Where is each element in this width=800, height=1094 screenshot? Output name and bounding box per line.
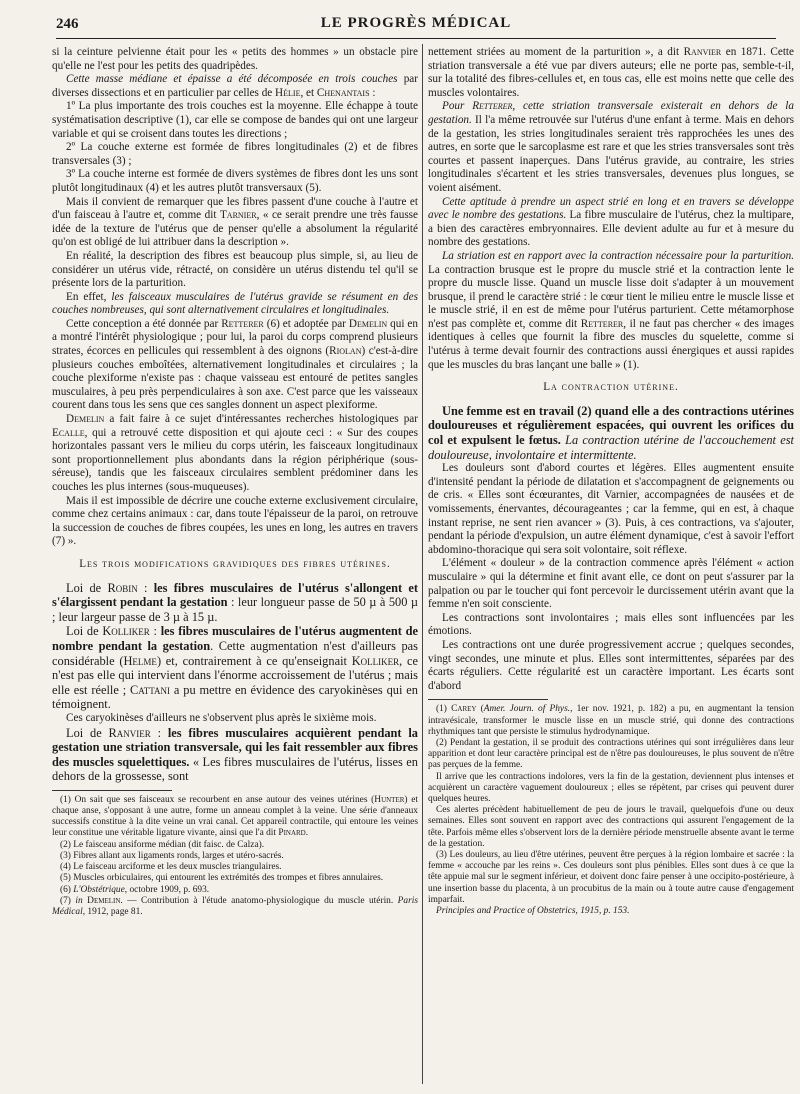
paragraph: 1º La plus importante des trois couches est la moyenne. Elle échappe à toute systématisation descriptive (1), car elle se compose de bandes qui ont une largeur variable et qui se croisent dans toutes les directions ; xyxy=(52,100,418,140)
paragraph: Les douleurs sont d'abord courtes et légères. Elles augmentent ensuite d'intensité pendant la période de dilatation et s'accompagnent de geignements ou de cris. « Elles sont écœurantes, dit Varnier, accompagnées de nausées et de vomissements, énervantes, décourageantes ; car la femme, qui en est, à chaque instant reprise, ne sent rien avancer » (3). Puis, à ces contractions, va s'ajouter, pendant la période d'expulsion, un autre élément dynamique, c'est à savoir l'effort abdomino-thoracique qui sera soit volontaire, soit réflexe. xyxy=(428,462,794,556)
footnotes-left xyxy=(52,795,418,918)
page-header xyxy=(56,12,776,39)
left-column xyxy=(52,46,418,1086)
footnote: (3) Les douleurs, au lieu d'être utérines, peuvent être perçues à la région lombaire et sacrée : la femme « accouche par les reins ». Ces douleurs sont plus pénibles. Elles sont dues à ce que la tête appuie mal sur le segment inférieur, et doivent donc faire penser à une occipito-postérieure, à une insertion basse du placenta, à un procubitus de la main ou à toute autre cause d'engagement imparfait. xyxy=(428,849,794,905)
paragraph: Cette conception a été donnée par Retterer (6) et adoptée par Demelin qui en a montré l'intérêt physiologique ; pour lui, la paroi du corps comprend plusieurs strates, écorces en pellicules qui ressemblent à des oignons (Riolan) c'est-à-dire plusieurs couches emboîtées, alternativement longitudinales et circulaires ; la couche plexiforme n'existe pas : chaque vaisseau est entouré de petites sangles musculaires, à peu près perpendiculaires à son axe. C'est parce que les vaisseaux courent dans tous les sens que ces sangles donnent un aspect plexiforme. xyxy=(52,317,418,412)
footnote-reference: Principles and Practice of Obstetrics, 1915, p. 153. xyxy=(436,905,630,916)
right-column xyxy=(428,46,794,1086)
paragraph: Cette aptitude à prendre un aspect strié en long et en travers se développe avec le nombre des gestations. La fibre musculaire de l'utérus, chez la multipare, a bien des caractères embryonnaires. Elle devient adulte au fur et à mesure du nombre des gestations. xyxy=(428,195,794,249)
section-heading: La contraction utérine. xyxy=(543,381,679,394)
footnote: (2) Pendant la gestation, il se produit des contractions utérines qui sont irrégulières dans leur apparition et dont leur caractère principal est de n'être pas douloureuses, le plus souvent de n'être pas perçues de la femme. xyxy=(428,737,794,771)
paragraph: Demelin a fait faire à ce sujet d'intéressantes recherches histologiques par Ecalle, qui a retrouvé cette disposition et qui ajoute ceci : « Sur des coupes horizontales passant vers le milieu du corps utérin, les faisceaux longitudinaux sont proportionnellement plus abondants dans la région périphérique (sous-séreuse), tandis que les faisceaux circulaires semblent prédominer dans les couches les plus internes (sous-muqueuses). xyxy=(52,413,418,493)
footnote: (3) Fibres allant aux ligaments ronds, larges et utéro-sacrés. xyxy=(60,850,284,861)
paragraph: Pour Retterer, cette striation transversale existerait en dehors de la gestation. Il l'a même retrouvée sur l'utérus d'une enfant à terme. Mais en dehors de la gestation, les stries longitudinales seraient très rapprochées les unes des autres, en sorte que le sarcoplasme est rare et que les stries transversales sont très courtes et passent inaperçues. Dans l'utérus gravide, au contraire, les stries longitudinales s'écartent et les stries transversales, devenues plus longues, se voient aisément. xyxy=(428,100,794,194)
paragraph: Une femme est en travail (2) quand elle a des contractions utérines douloureuses et régulièrement espacées, qui ouvrent les orifices du col et expulsent le fœtus. La contraction utérine de l'accouchement est douloureuse, involontaire et intermittente. xyxy=(428,403,794,462)
journal-title: LE PROGRÈS MÉDICAL xyxy=(320,15,512,31)
paragraph: Cette masse médiane et épaisse a été décomposée en trois couches par diverses dissections et en particulier par celles de Hélie, et Chenantais : xyxy=(52,73,418,99)
paragraph: Mais il est impossible de décrire une couche externe exclusivement circulaire, comme chez certains animaux : car, dans toute l'épaisseur de la paroi, on retrouve la succession de couches de fibres coupées, les unes en long, les autres en travers (7) ». xyxy=(52,494,418,548)
paragraph: Les contractions sont involontaires ; mais elles sont influencées par les émotions. xyxy=(428,611,794,638)
paragraph: 2º La couche externe est formée de fibres longitudinales (2) et de fibres transversales (3) ; xyxy=(52,141,418,167)
paragraph: si la ceinture pelvienne était pour les « petits des hommes » un obstacle pire qu'elle ne l'est pour les petits des quadripèdes. xyxy=(52,46,418,72)
paragraph: 3º La couche interne est formée de divers systèmes de fibres dont les uns sont plutôt longitudinaux (4) et les autres plutôt transversaux (5). xyxy=(52,168,418,194)
footnote: Il arrive que les contractions indolores, vers la fin de la gestation, deviennent plus intenses et acquièrent un caractère vaguement douloureux ; elles se répètent, par crises qui peuvent durer quelques heures. xyxy=(428,771,794,804)
footnote-rule xyxy=(52,790,172,791)
paragraph: La striation est en rapport avec la contraction nécessaire pour la parturition. La contraction brusque est le propre du muscle strié et la contraction lente le propre du muscle lisse. Quand un muscle lisse doit s'adapter à un mouvement brusque, il prend le caractère strié : le cœur tient le milieu entre le muscle lisse et le muscle strié, il en est de même pour l'utérus parturient. Cette métamorphose n'est pas complète et, comme dit Retterer, il ne faut pas chercher « des images identiques à celles que fournit la fibre des muscles du squelette, comme si l'utérus à terme devait fournir des contractions aussi énergiques et aussi rapides que les muscles du bras lançant une balle » (1). xyxy=(428,249,794,371)
law-paragraph: Loi de Robin : les fibres musculaires de l'utérus s'allongent et s'élargissent pendant la gestation : leur longueur passe de 50 µ à 500 µ ; leur largeur passe de 3 µ à 15 µ. xyxy=(52,580,418,624)
law-paragraph: Loi de Ranvier : les fibres musculaires acquièrent pendant la gestation une striation transversale, qui les fait ressembler aux fibres des muscles squelettiques. « Les fibres musculaires de l'utérus, lisses en dehors de la grossesse, sont xyxy=(52,725,418,784)
footnote: (4) Le faisceau arciforme et les deux muscles triangulaires. xyxy=(60,862,282,873)
paragraph: nettement striées au moment de la parturition », a dit Ranvier en 1871. Cette striation transversale a été vue par divers auteurs; elle ne porte pas, semble-t-il, sur la totalité des fibres-cellules et, en tous cas, elle est moins nette que celle des muscles volontaires. xyxy=(428,46,794,99)
footnote: (1) On sait que ses faisceaux se recourbent en anse autour des veines utérines (Hunter) et chaque anse, s'opposant à une autre, forme un anneau complet à la veine. Une série d'anneaux successifs constitue à la dite veine un vrai canal. Cet appareil contractile, qui entoure les veines leur constitue une véritable ligature vivante, ainsi que l'a dit Pinard. xyxy=(52,794,418,839)
paragraph: En réalité, la description des fibres est beaucoup plus simple, si, au lieu de considérer un utérus vide, rétracté, on considère un utérus distendu tel qu'il se présente lors de la parturition. xyxy=(52,249,418,290)
section-heading: Les trois modifications gravidiques des fibres utérines. xyxy=(79,557,391,570)
law-paragraph: Loi de Kolliker : les fibres musculaires de l'utérus augmentent de nombre pendant la gestation. Cette augmentation n'est d'ailleurs pas considérable (Helme) et, contrairement à ce qu'enseignait Kolliker, ce n'est pas elle qui intervient dans l'énorme accroissement de l'utérus ; mais elle est réelle ; Cattani a pu mettre en évidence des caryokinèses qui en témoignent. xyxy=(52,624,418,712)
paragraph: L'élément « douleur » de la contraction commence après l'élément « action musculaire » qui la détermine et finit avant elle, ce dont on peut s'assurer par la palpation ou par le toucher qui font percevoir le durcissement utérin avant que la femme n'en soit consciente. xyxy=(428,557,794,611)
footnote: (1) Carey (Amer. Journ. of Phys., 1er nov. 1921, p. 182) a pu, en augmentant la tension intravésicale, transformer le muscle lisse en un muscle strié, qui donne des contractions rhythmiques tant que persiste le stimulus hydrodynamique. xyxy=(428,704,794,737)
footnote: (6) L'Obstétrique, octobre 1909, p. 693. xyxy=(60,884,210,895)
footnote: (7) in Demelin. — Contribution à l'étude anatomo-physiologique du muscle utérin. Paris Médical, 1912, page 81. xyxy=(52,895,418,917)
page-number: 246 xyxy=(56,16,79,32)
footnotes-right xyxy=(428,704,794,917)
paragraph: En effet, les faisceaux musculaires de l'utérus gravide se résument en des couches nombreuses, qui sont alternativement circulaires et longitudinales. xyxy=(52,290,418,317)
footnote: (5) Muscles orbiculaires, qui entourent les extrémités des trompes et fibres annulaires. xyxy=(60,873,384,884)
paragraph: Les contractions ont une durée progressivement accrue ; quelques secondes, vingt secondes, une minute et plus. Elles sont intermittentes, séparées par des écarts réguliers. Cette régularité est un caractère important. Les écarts sont d'abord xyxy=(428,638,794,692)
paragraph: Ces caryokinèses d'ailleurs ne s'observent plus après le sixième mois. xyxy=(66,711,377,724)
footnote-rule xyxy=(428,699,548,700)
column-divider xyxy=(422,44,423,1084)
footnote: (2) Le faisceau ansiforme médian (dit faisc. de Calza). xyxy=(60,839,265,850)
footnote: Ces alertes précèdent habituellement de peu de jours le travail, quelquefois d'une ou deux semaines. Elles sont souvent en rapport avec des contractions qui assurent l'engagement de la tête. Parfois même elles s'observent lors de la dernière période menstruelle absente avant le terme de la gestation. xyxy=(428,805,794,849)
paragraph: Mais il convient de remarquer que les fibres passent d'une couche à l'autre et d'un faisceau à l'autre et, comme dit Tarnier, « ce serait prendre une très fausse idée de la texture de l'utérus que de penser qu'elle a absolument la régularité qu'on est obligé de lui attribuer dans la description ». xyxy=(52,195,418,249)
